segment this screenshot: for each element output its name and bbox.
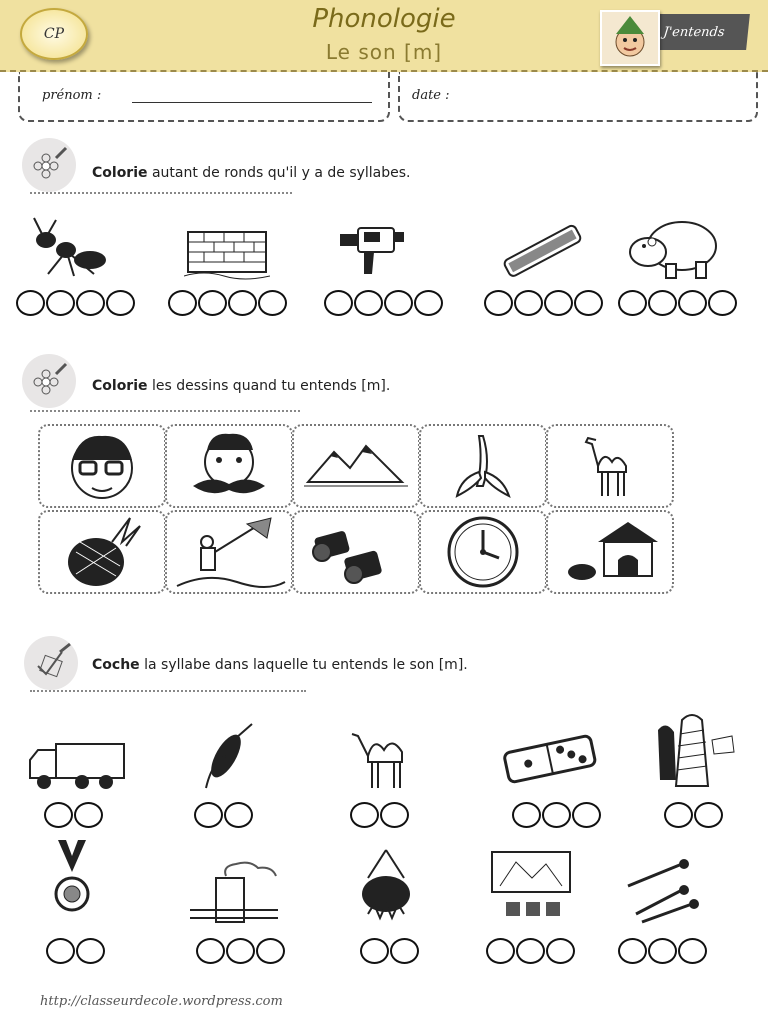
syllable-circle[interactable] [194, 802, 223, 828]
picture-cell[interactable] [546, 424, 674, 508]
flower-pencil-icon [22, 354, 76, 408]
syllable-circle[interactable] [224, 802, 253, 828]
syllable-circle[interactable] [198, 290, 227, 316]
syllable-circle[interactable] [258, 290, 287, 316]
glasses-face-icon [40, 426, 164, 506]
camel-icon [548, 426, 672, 506]
divider [30, 690, 306, 692]
syllable-circle[interactable] [46, 290, 75, 316]
divider [30, 192, 292, 194]
syllable-circles [168, 290, 287, 316]
syllable-circles [618, 290, 737, 316]
name-box [18, 72, 390, 122]
syllable-circle[interactable] [228, 290, 257, 316]
syllable-circle[interactable] [618, 938, 647, 964]
divider [30, 410, 300, 412]
syllable-circle[interactable] [484, 290, 513, 316]
mummy-icon [652, 710, 740, 792]
syllable-circle[interactable] [380, 802, 409, 828]
banana-icon [421, 426, 545, 506]
syllable-circle[interactable] [486, 938, 515, 964]
hippo-icon [626, 212, 720, 282]
syllable-circle[interactable] [106, 290, 135, 316]
syllable-circle[interactable] [694, 802, 723, 828]
syllable-circle[interactable] [360, 938, 389, 964]
syllable-circle[interactable] [544, 290, 573, 316]
syllable-circle[interactable] [168, 290, 197, 316]
syllable-circles [44, 802, 103, 828]
syllable-circle[interactable] [226, 938, 255, 964]
syllable-circle[interactable] [16, 290, 45, 316]
picture-cell[interactable] [546, 510, 674, 594]
syllable-circles [618, 938, 707, 964]
mountains-icon [294, 426, 418, 506]
page-subtitle: Le son [m] [325, 40, 443, 64]
picture-cell[interactable] [165, 424, 293, 508]
syllable-circle[interactable] [664, 802, 693, 828]
syllable-circle[interactable] [46, 938, 75, 964]
syllable-circle[interactable] [708, 290, 737, 316]
dog-kennel-icon [548, 512, 672, 592]
corn-icon [192, 722, 258, 796]
flower-pencil-icon [22, 138, 76, 192]
syllable-circles [16, 290, 135, 316]
syllable-circles [350, 802, 409, 828]
cinema-icon [486, 848, 578, 928]
instruction-1 [92, 165, 411, 181]
syllable-circle[interactable] [414, 290, 443, 316]
picture-cell[interactable] [165, 510, 293, 594]
date-field[interactable] [470, 82, 740, 110]
clock-icon [421, 512, 545, 592]
jentends-tag: J'entends [638, 14, 750, 50]
instruction-1-verb: Colorie [92, 165, 148, 181]
syllable-circle[interactable] [678, 290, 707, 316]
syllable-circle[interactable] [514, 290, 543, 316]
syllable-circle[interactable] [44, 802, 73, 828]
page-title: Phonologie [312, 4, 456, 34]
footer-url[interactable]: http://classeurdecole.wordpress.com [40, 994, 283, 1009]
syllable-circles [486, 938, 575, 964]
picture-cell[interactable] [38, 424, 166, 508]
instruction-2 [92, 378, 390, 394]
syllable-circles [46, 938, 105, 964]
instruction-1-text: autant de ronds qu'il y a de syllabes. [147, 165, 411, 181]
brick-wall-icon [184, 228, 270, 280]
picture-cell[interactable] [419, 424, 547, 508]
syllable-circles [196, 938, 285, 964]
page-header [0, 0, 768, 72]
camel-icon [350, 722, 416, 792]
instruction-3-verb: Coche [92, 657, 140, 673]
date-box [398, 72, 758, 122]
syllable-circle[interactable] [574, 290, 603, 316]
instruction-3 [92, 657, 468, 673]
syllable-circle[interactable] [350, 802, 379, 828]
syllable-circles [360, 938, 419, 964]
syllable-circle[interactable] [324, 290, 353, 316]
syllable-circle[interactable] [678, 938, 707, 964]
syllable-circles [664, 802, 723, 828]
syllable-circle[interactable] [648, 938, 677, 964]
syllable-circles [484, 290, 603, 316]
jentends-label [600, 10, 750, 62]
domino-icon [500, 732, 600, 788]
syllable-circle[interactable] [74, 802, 103, 828]
picture-cell[interactable] [419, 510, 547, 594]
name-field[interactable] [132, 102, 372, 103]
matches-icon [622, 856, 702, 926]
syllable-circles [512, 802, 601, 828]
haymaker-icon [167, 512, 291, 592]
harmonica-icon [496, 222, 588, 278]
ant-icon [24, 214, 110, 280]
pineapple-icon [40, 512, 164, 592]
syllable-circle[interactable] [354, 290, 383, 316]
cauldron-icon [356, 848, 416, 928]
picture-cell[interactable] [38, 510, 166, 594]
syllable-circle[interactable] [618, 290, 647, 316]
medal-icon [44, 838, 100, 930]
syllable-circle[interactable] [390, 938, 419, 964]
syllable-circle[interactable] [572, 802, 601, 828]
picture-cell[interactable] [292, 510, 420, 594]
date-label: date : [412, 88, 450, 103]
binoculars-icon [294, 512, 418, 592]
syllable-circles [324, 290, 443, 316]
syllable-circle[interactable] [648, 290, 677, 316]
syllable-circle[interactable] [512, 802, 541, 828]
syllable-circle[interactable] [542, 802, 571, 828]
syllable-circle[interactable] [76, 290, 105, 316]
syllable-circle[interactable] [546, 938, 575, 964]
truck-icon [26, 738, 128, 794]
picture-cell[interactable] [292, 424, 420, 508]
chimney-icon [186, 858, 282, 928]
level-badge-label: CP [43, 26, 65, 42]
syllable-circle[interactable] [256, 938, 285, 964]
syllable-circles [194, 802, 253, 828]
syllable-circle[interactable] [516, 938, 545, 964]
syllable-circle[interactable] [196, 938, 225, 964]
syllable-circle[interactable] [384, 290, 413, 316]
name-label: prénom : [42, 88, 102, 103]
instruction-3-text: la syllabe dans laquelle tu entends le son [m]. [139, 657, 468, 673]
mustache-man-icon [167, 426, 291, 506]
mascot-icon [600, 10, 660, 66]
checkmark-pencil-icon [24, 636, 78, 690]
instruction-2-verb: Colorie [92, 378, 148, 394]
instruction-2-text: les dessins quand tu entends [m]. [147, 378, 391, 394]
syllable-circle[interactable] [76, 938, 105, 964]
camera-icon [334, 218, 410, 278]
